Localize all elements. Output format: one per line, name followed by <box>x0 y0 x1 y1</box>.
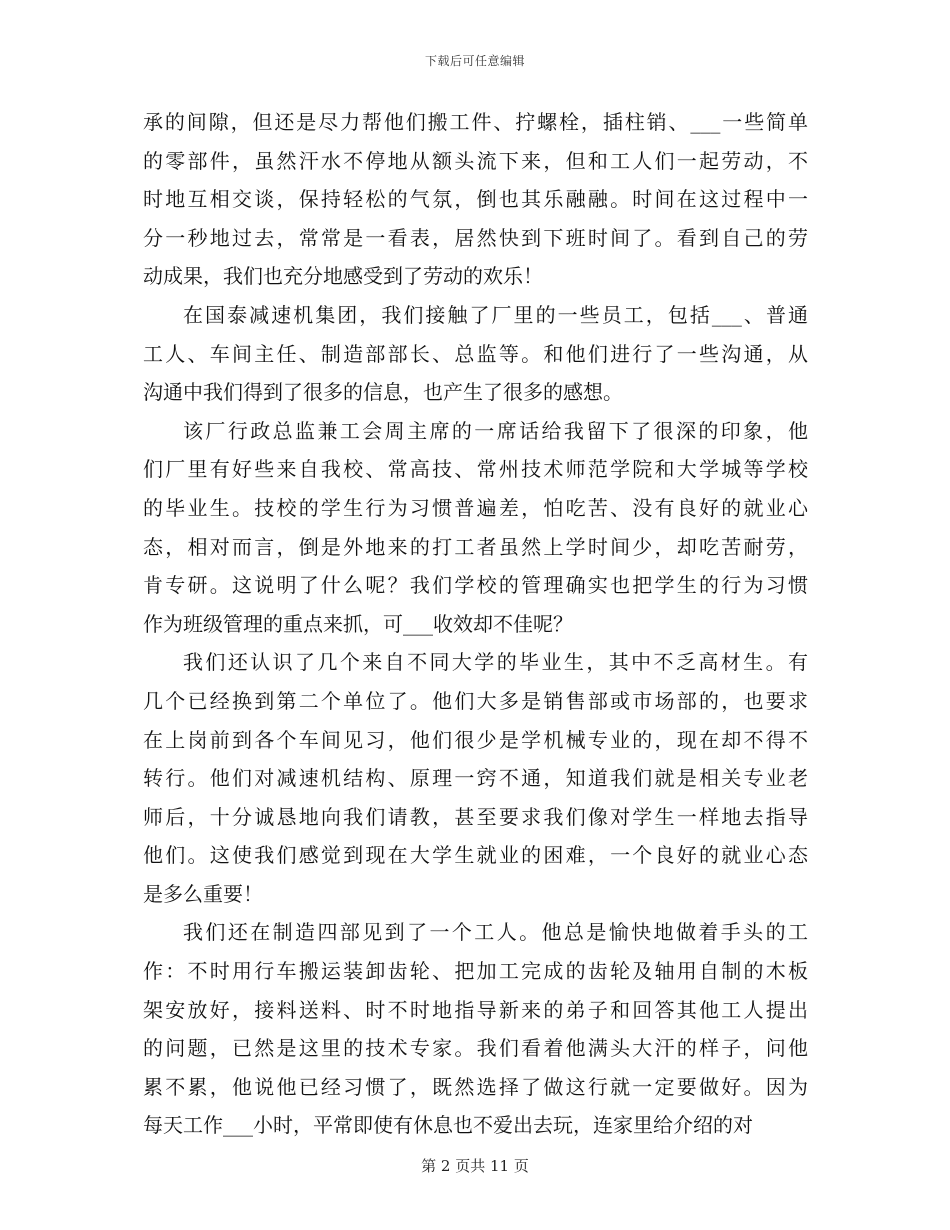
paragraph <box>143 913 808 1145</box>
text-line: 的问题，已然是这里的技术专家。我们看着他满头大汗的样子，问他 <box>143 1036 808 1061</box>
text-line: 架安放好，接料送料、时不时地指导新来的弟子和回答其他工人提出 <box>143 997 808 1022</box>
text-line: 的零部件，虽然汗水不停地从额头流下来，但和工人们一起劳动，不 <box>143 148 808 173</box>
text-line: 他们。这使我们感觉到现在大学生就业的困难，一个良好的就业心态 <box>143 843 808 868</box>
document-body <box>143 103 808 1145</box>
text-line: 是多么重要！ <box>143 881 263 906</box>
paragraph <box>143 296 808 412</box>
paragraph <box>143 103 808 296</box>
text-line: 该厂行政总监兼工会周主席的一席话给我留下了很深的印象，他 <box>183 418 808 443</box>
text-line: 态，相对而言，倒是外地来的打工者虽然上学时间少，却吃苦耐劳， <box>143 534 808 559</box>
text-line: 动成果，我们也充分地感受到了劳动的欢乐！ <box>143 264 543 289</box>
text-line: 师后，十分诚恳地向我们请教，甚至要求我们像对学生一样地去指导 <box>143 804 808 829</box>
page-header: 下载后可任意编辑 <box>424 54 525 68</box>
paragraph <box>143 412 808 644</box>
paragraph <box>143 643 808 913</box>
text-line: 分一秒地过去，常常是一看表，居然快到下班时间了。看到自己的劳 <box>143 225 808 250</box>
text-line: 我们还认识了几个来自不同大学的毕业生，其中不乏高材生。有 <box>183 650 808 675</box>
text-line: 作为班级管理的重点来抓，可___收效却不佳呢？ <box>143 611 573 636</box>
text-line: 沟通中我们得到了很多的信息，也产生了很多的感想。 <box>143 380 623 405</box>
page-footer: 第 2 页共 11 页 <box>421 1157 529 1175</box>
text-line: 每天工作___小时，平常即使有休息也不爱出去玩，连家里给介绍的对 <box>143 1113 753 1138</box>
text-line: 肯专研。这说明了什么呢？我们学校的管理确实也把学生的行为习惯 <box>143 573 808 598</box>
text-line: 作：不时用行车搬运装卸齿轮、把加工完成的齿轮及轴用自制的木板 <box>143 959 808 984</box>
text-line: 几个已经换到第二个单位了。他们大多是销售部或市场部的，也要求 <box>143 688 808 713</box>
text-line: 们厂里有好些来自我校、常高技、常州技术师范学院和大学城等学校 <box>143 457 808 482</box>
text-line: 的毕业生。技校的学生行为习惯普遍差，怕吃苦、没有良好的就业心 <box>143 495 808 520</box>
text-line: 时地互相交谈，保持轻松的气氛，倒也其乐融融。时间在这过程中一 <box>143 187 808 212</box>
text-line: 转行。他们对减速机结构、原理一窍不通，知道我们就是相关专业老 <box>143 766 808 791</box>
text-line: 在国泰减速机集团，我们接触了厂里的一些员工，包括___、普通 <box>183 302 808 327</box>
text-line: 承的间隙，但还是尽力帮他们搬工件、拧螺栓，插柱销、___一些简单 <box>143 110 808 134</box>
text-line: 在上岗前到各个车间见习，他们很少是学机械专业的，现在却不得不 <box>143 727 808 752</box>
text-line: 工人、车间主任、制造部部长、总监等。和他们进行了一些沟通，从 <box>143 341 808 366</box>
text-line: 累不累，他说他已经习惯了，既然选择了做这行就一定要做好。因为 <box>143 1074 808 1099</box>
text-line: 我们还在制造四部见到了一个工人。他总是愉快地做着手头的工 <box>183 920 808 945</box>
